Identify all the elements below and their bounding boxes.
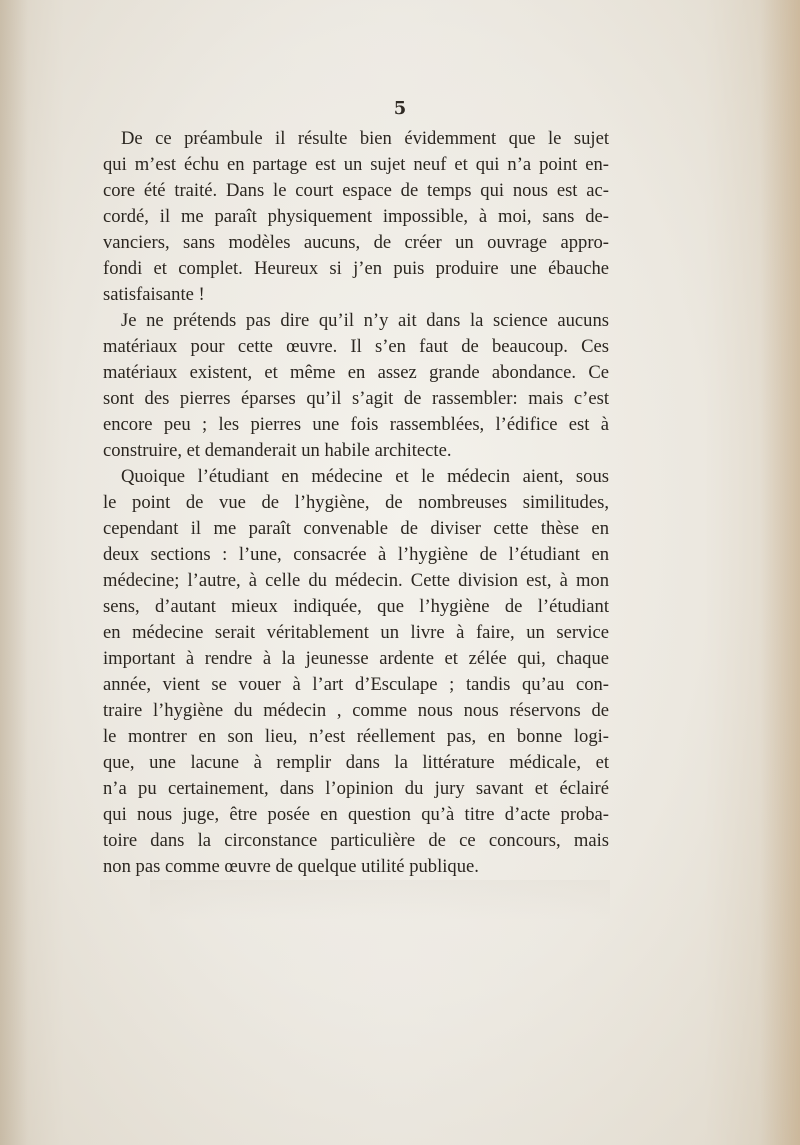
text-line: matériaux pour cette œuvre. Il s’en faut de beaucoup. Ces (103, 336, 609, 357)
text-line: deux sections : l’une, consacrée à l’hygiène de l’étudiant en (103, 544, 609, 565)
text-line: sens, d’autant mieux indiquée, que l’hygiène de l’étudiant (103, 596, 609, 617)
body-text (103, 126, 609, 880)
text-line: cependant il me paraît convenable de diviser cette thèse en (103, 518, 609, 539)
page-edge-shadow-left (0, 0, 28, 1145)
text-line: en médecine serait véritablement un livre à faire, un service (103, 622, 609, 643)
text-line: non pas comme œuvre de quelque utilité publique. (103, 856, 479, 877)
text-line: médecine; l’autre, à celle du médecin. Cette division est, à mon (103, 570, 609, 591)
text-line: le point de vue de l’hygiène, de nombreuses similitudes, (103, 492, 609, 513)
text-line: vanciers, sans modèles aucuns, de créer un ouvrage appro- (103, 232, 609, 253)
text-line: encore peu ; les pierres une fois rassemblées, l’édifice est à (103, 414, 609, 435)
text-line: construire, et demanderait un habile architecte. (103, 440, 452, 461)
text-line: Je ne prétends pas dire qu’il n’y ait dans la science aucuns (121, 310, 609, 331)
text-line: qui m’est échu en partage est un sujet neuf et qui n’a point en- (103, 154, 609, 175)
text-line: traire l’hygiène du médecin , comme nous nous réservons de (103, 700, 609, 721)
text-line: que, une lacune à remplir dans la littérature médicale, et (103, 752, 609, 773)
page-number: 5 (393, 98, 407, 119)
text-line: satisfaisante ! (103, 284, 205, 305)
text-line: matériaux existent, et même en assez grande abondance. Ce (103, 362, 609, 383)
page-edge-shadow-right (760, 0, 800, 1145)
text-line: Quoique l’étudiant en médecine et le médecin aient, sous (121, 466, 609, 487)
show-through-text (150, 880, 610, 920)
text-line: qui nous juge, être posée en question qu’à titre d’acte proba- (103, 804, 609, 825)
paragraph-3 (103, 464, 609, 880)
text-line: core été traité. Dans le court espace de temps qui nous est ac- (103, 180, 609, 201)
text-line: important à rendre à la jeunesse ardente et zélée qui, chaque (103, 648, 609, 669)
text-line: De ce préambule il résulte bien évidemment que le sujet (121, 128, 609, 149)
text-line: cordé, il me paraît physiquement impossible, à moi, sans de- (103, 206, 609, 227)
text-line: n’a pu certainement, dans l’opinion du jury savant et éclairé (103, 778, 609, 799)
text-line: fondi et complet. Heureux si j’en puis produire une ébauche (103, 258, 609, 279)
text-line: le montrer en son lieu, n’est réellement pas, en bonne logi- (103, 726, 609, 747)
text-line: année, vient se vouer à l’art d’Esculape ; tandis qu’au con- (103, 674, 609, 695)
text-line: sont des pierres éparses qu’il s’agit de rassembler: mais c’est (103, 388, 609, 409)
text-line: toire dans la circonstance particulière de ce concours, mais (103, 830, 609, 851)
paragraph-1 (103, 126, 609, 308)
paragraph-2 (103, 308, 609, 464)
